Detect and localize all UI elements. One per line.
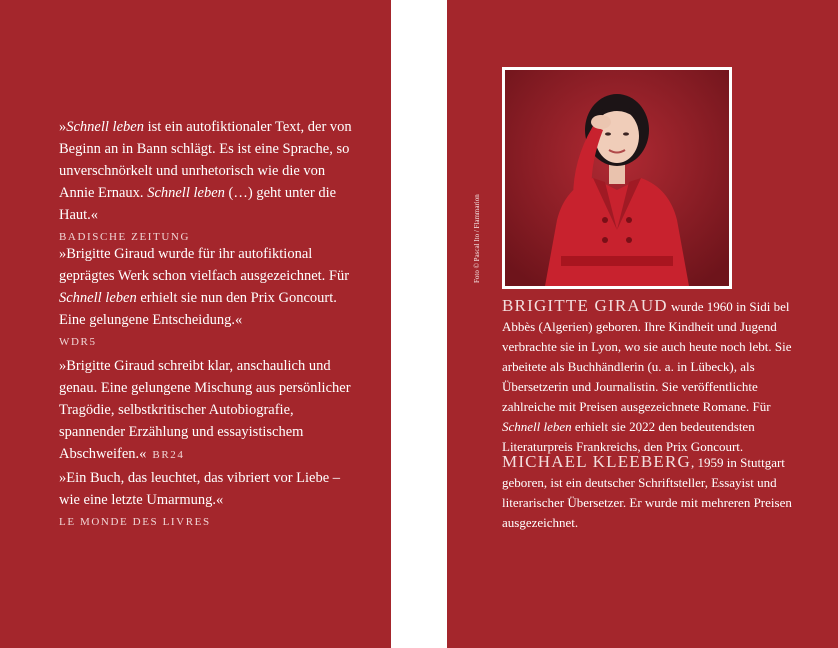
- author-bio: [502, 296, 802, 457]
- quote-text: »Brigitte Giraud schreibt klar, anschaulich und genau. Eine gelungene Mischung aus persönlicher Tragödie, selbstkritischer Autobiografie, spannender Erzählung und essayistischem Abschweifen.«: [59, 358, 351, 462]
- translator-bio-text: , 1959 in Stuttgart geboren, ist ein deutscher Schriftsteller, Essayist und literarischer Übersetzer. Er wurde mit mehreren Preisen ausgezeichnet.: [502, 455, 792, 530]
- book-title-italic: Schnell leben: [66, 119, 144, 135]
- translator-name: MICHAEL KLEEBERG: [502, 452, 692, 471]
- quote-text: »Ein Buch, das leuchtet, das vibriert vor Liebe – wie eine letzte Umarmung.«: [59, 470, 341, 508]
- author-bio-text: erhielt sie 2022 den bedeutendsten Literaturpreis Frankreichs, den Prix Goncourt.: [502, 419, 755, 454]
- author-bio-text: wurde 1960 in Sidi bel Abbès (Algerien) geboren. Ihre Kindheit und Jugend verbrachte sie in Lyon, wo sie auch heute noch lebt. Sie arbeitete als Buchhändlerin (u. a. in Lübeck), als Übersetzerin und Journalistin. Sie veröffentlichte zahlreiche mit Preisen ausgezeichnete Romane. Für: [502, 299, 792, 414]
- quote-source: WDR5: [59, 336, 97, 348]
- left-cover-panel: [0, 0, 391, 648]
- author-photo: [502, 67, 732, 289]
- quote-br24: [59, 355, 359, 466]
- quote-source: LE MONDE DES LIVRES: [59, 516, 211, 528]
- book-title-italic: Schnell leben: [502, 419, 572, 434]
- quote-badische-zeitung: [59, 116, 359, 248]
- quote-text: ist ein autofiktionaler Text, der von Beginn an in Bann schlägt. Es ist eine Sprache, so unverschnörkelt und unrhetorisch wie die von Annie Ernaux.: [59, 119, 352, 201]
- quote-text: »Brigitte Giraud wurde für ihr autofiktional geprägtes Werk schon vielfach ausgezeichnet. Für: [59, 246, 350, 284]
- quote-source: BADISCHE ZEITUNG: [59, 231, 191, 243]
- book-title-italic: Schnell leben: [59, 290, 137, 306]
- translator-bio: [502, 452, 802, 533]
- quote-text: erhielt sie nun den Prix Goncourt. Eine gelungene Entscheidung.«: [59, 290, 337, 328]
- quote-open-mark: »: [59, 119, 67, 135]
- quote-le-monde: [59, 467, 359, 533]
- quote-source: BR24: [152, 449, 185, 461]
- right-cover-panel: [447, 0, 838, 648]
- photo-credit: Foto © Pascal Ito / Flammarion: [473, 194, 481, 283]
- author-name: BRIGITTE GIRAUD: [502, 296, 668, 315]
- quote-text: (…) geht unter die Haut.«: [59, 185, 337, 223]
- book-title-italic: Schnell leben: [147, 185, 225, 201]
- author-portrait-illustration: [505, 70, 729, 286]
- quote-wdr5: [59, 243, 359, 353]
